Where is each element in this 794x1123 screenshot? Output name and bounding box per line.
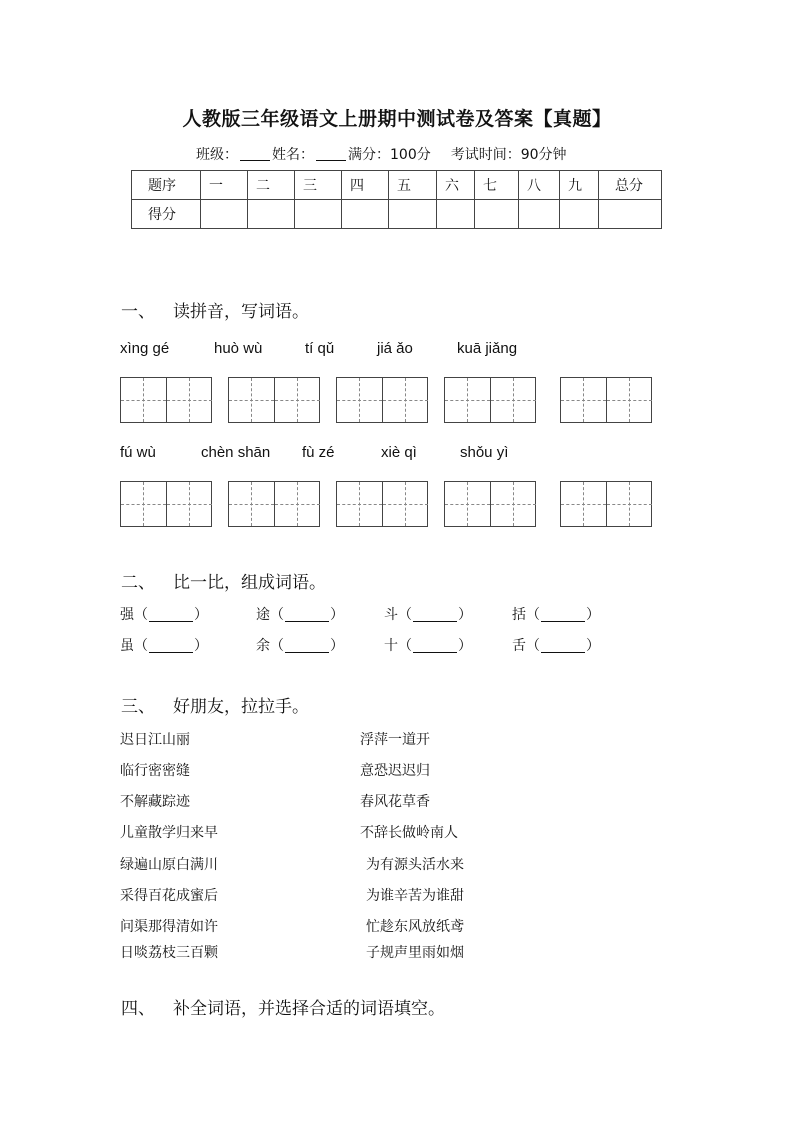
compare-char: 括 (512, 607, 526, 623)
writing-grid[interactable] (120, 377, 212, 423)
answer-blank[interactable] (285, 607, 329, 622)
score-header-cell: 总分 (599, 171, 662, 200)
answer-blank[interactable] (149, 607, 193, 622)
section-3-heading (121, 692, 309, 717)
match-right-item[interactable]: 春风花草香 (360, 794, 430, 810)
score-cell[interactable] (248, 200, 295, 229)
compare-char: 十 (384, 638, 398, 654)
section-title: 好朋友，拉拉手。 (173, 697, 309, 717)
writing-grid[interactable] (228, 377, 320, 423)
score-header-cell: 二 (248, 171, 295, 200)
name-blank[interactable] (316, 146, 346, 161)
score-header-cell: 五 (389, 171, 437, 200)
score-cell[interactable] (475, 200, 519, 229)
exam-time: 考试时间：90分钟 (450, 147, 567, 163)
match-right-item[interactable]: 为有源头活水来 (366, 857, 464, 873)
full-score: 满分：100分 (348, 147, 431, 163)
section-title: 读拼音，写词语。 (173, 302, 309, 322)
score-cell[interactable] (295, 200, 342, 229)
score-table (131, 170, 662, 229)
section-number: 三、 (121, 697, 155, 717)
match-left-item[interactable]: 日啖荔枝三百颗 (120, 945, 218, 961)
score-cell[interactable] (560, 200, 599, 229)
compare-char: 斗 (384, 607, 398, 623)
class-blank[interactable] (240, 146, 270, 161)
match-right-item[interactable]: 子规声里雨如烟 (366, 945, 464, 961)
section-number: 二、 (121, 573, 155, 593)
compare-item: 舌（ ） (512, 638, 600, 654)
score-cell[interactable] (519, 200, 560, 229)
match-left-item[interactable]: 不解藏踪迹 (120, 794, 190, 810)
pinyin: fú wù (120, 444, 156, 461)
compare-char: 余 (256, 638, 270, 654)
name-label: 姓名： (272, 147, 314, 163)
match-left-item[interactable]: 采得百花成蜜后 (120, 888, 218, 904)
match-right-item[interactable]: 忙趁东风放纸鸢 (366, 919, 464, 935)
score-header-cell: 七 (475, 171, 519, 200)
answer-blank[interactable] (149, 638, 193, 653)
score-header-cell: 一 (201, 171, 248, 200)
pinyin: jiá ǎo (377, 340, 413, 357)
score-header-cell: 三 (295, 171, 342, 200)
writing-grid[interactable] (444, 481, 536, 527)
score-cell[interactable] (599, 200, 662, 229)
score-table-score-row (132, 200, 662, 229)
pinyin: xìng gé (120, 340, 170, 357)
answer-blank[interactable] (285, 638, 329, 653)
score-cell[interactable] (437, 200, 475, 229)
section-title: 比一比，组成词语。 (173, 573, 326, 593)
writing-grid[interactable] (560, 377, 652, 423)
match-right-item[interactable]: 为谁辛苦为谁甜 (366, 888, 464, 904)
compare-item: 十（ ） (384, 638, 472, 654)
match-left-item[interactable]: 绿遍山原白满川 (120, 857, 218, 873)
match-left-item[interactable]: 问渠那得清如许 (120, 919, 218, 935)
section-number: 一、 (121, 302, 155, 322)
writing-grid[interactable] (444, 377, 536, 423)
compare-item: 斗（ ） (384, 607, 472, 623)
compare-char: 舌 (512, 638, 526, 654)
exam-info (196, 144, 567, 164)
answer-blank[interactable] (413, 607, 457, 622)
score-table-header-row (132, 171, 662, 200)
score-header-cell: 四 (342, 171, 389, 200)
score-cell[interactable] (389, 200, 437, 229)
compare-char: 强 (120, 607, 134, 623)
score-header-cell: 六 (437, 171, 475, 200)
match-right-item[interactable]: 意恐迟迟归 (360, 763, 430, 779)
score-header-cell: 九 (560, 171, 599, 200)
score-header-cell: 题序 (132, 171, 201, 200)
compare-item: 余（ ） (256, 638, 344, 654)
pinyin: fù zé (302, 444, 335, 461)
score-row-label: 得分 (132, 200, 201, 229)
writing-grid[interactable] (336, 377, 428, 423)
match-left-item[interactable]: 临行密密缝 (120, 763, 190, 779)
section-1-heading (121, 297, 309, 322)
section-title: 补全词语，并选择合适的词语填空。 (173, 999, 445, 1019)
compare-char: 虽 (120, 638, 134, 654)
section-number: 四、 (121, 999, 155, 1019)
answer-blank[interactable] (541, 638, 585, 653)
compare-item: 强（ ） (120, 607, 208, 623)
compare-char: 途 (256, 607, 270, 623)
section-2-heading (121, 568, 326, 593)
match-left-item[interactable]: 迟日江山丽 (120, 732, 190, 748)
pinyin: kuā jiǎng (457, 340, 518, 357)
section-4-heading (121, 994, 445, 1019)
pinyin: xiè qì (381, 444, 417, 461)
writing-grid[interactable] (336, 481, 428, 527)
page-title: 人教版三年级语文上册期中测试卷及答案【真题】 (182, 108, 612, 130)
match-right-item[interactable]: 浮萍一道开 (360, 732, 430, 748)
score-cell[interactable] (342, 200, 389, 229)
compare-item: 途（ ） (256, 607, 344, 623)
compare-item: 括（ ） (512, 607, 600, 623)
score-cell[interactable] (201, 200, 248, 229)
pinyin: shǒu yì (460, 444, 509, 461)
class-label: 班级： (196, 147, 238, 163)
match-right-item[interactable]: 不辞长做岭南人 (360, 825, 458, 841)
answer-blank[interactable] (541, 607, 585, 622)
pinyin: chèn shān (201, 444, 271, 461)
writing-grid[interactable] (228, 481, 320, 527)
compare-item: 虽（ ） (120, 638, 208, 654)
writing-grid[interactable] (560, 481, 652, 527)
pinyin: huò wù (214, 340, 263, 357)
answer-blank[interactable] (413, 638, 457, 653)
score-header-cell: 八 (519, 171, 560, 200)
pinyin: tí qǔ (305, 340, 335, 357)
writing-grid[interactable] (120, 481, 212, 527)
match-left-item[interactable]: 儿童散学归来早 (120, 825, 218, 841)
